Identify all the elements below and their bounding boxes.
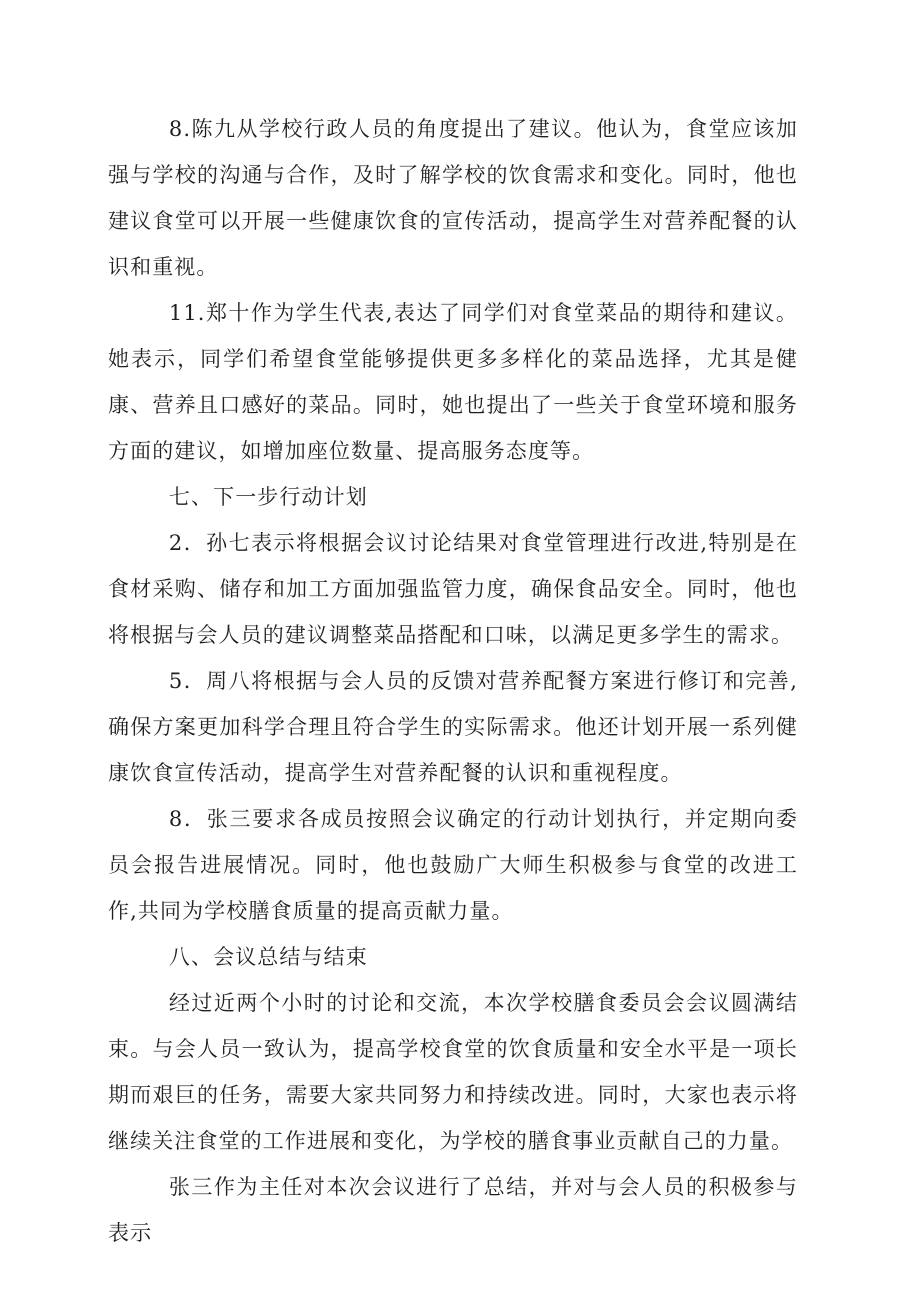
paragraph-zhang-san-summary: 张三作为主任对本次会议进行了总结，并对与会人员的积极参与表示 [108,1175,798,1245]
paragraph-meeting-conclusion: 经过近两个小时的讨论和交流，本次学校膳食委员会会议圆满结束。与会人员一致认为，提高学校食堂的饮食质量和安全水平是一项长期而艰巨的任务，需要大家共同努力和持续改进。同时，大家也表示将继续关注食堂的工作进展和变化，为学校的膳食事业贡献自己的力量。 [108,991,798,1153]
paragraph-chen-jiu-suggestion: 8.陈九从学校行政人员的角度提出了建议。他认为，食堂应该加强与学校的沟通与合作，及时了解学校的饮食需求和变化。同时，他也建议食堂可以开展一些健康饮食的宣传活动，提高学生对营养配餐的认识和重视。 [108,117,798,279]
document-body [108,106,798,1256]
section-heading-summary: 八、会议总结与结束 [168,945,368,969]
paragraph-zheng-shi-suggestion: 11.郑十作为学生代表,表达了同学们对食堂菜品的期待和建议。她表示，同学们希望食堂能够提供更多多样化的菜品选择，尤其是健康、营养且口感好的菜品。同时，她也提出了一些关于食堂环境和服务方面的建议，如增加座位数量、提高服务态度等。 [108,301,798,463]
paragraph-zhang-san-plan: 8．张三要求各成员按照会议确定的行动计划执行，并定期向委员会报告进展情况。同时，他也鼓励广大师生积极参与食堂的改进工作,共同为学校膳食质量的提高贡献力量。 [108,807,798,923]
section-heading-next-steps: 七、下一步行动计划 [168,485,368,509]
paragraph-sun-qi-plan: 2．孙七表示将根据会议讨论结果对食堂管理进行改进,特别是在食材采购、储存和加工方面加强监管力度，确保食品安全。同时，他也将根据与会人员的建议调整菜品搭配和口味，以满足更多学生的需求。 [108,531,798,647]
paragraph-zhou-ba-plan: 5．周八将根据与会人员的反馈对营养配餐方案进行修订和完善,确保方案更加科学合理且符合学生的实际需求。他还计划开展一系列健康饮食宣传活动，提高学生对营养配餐的认识和重视程度。 [108,669,798,785]
